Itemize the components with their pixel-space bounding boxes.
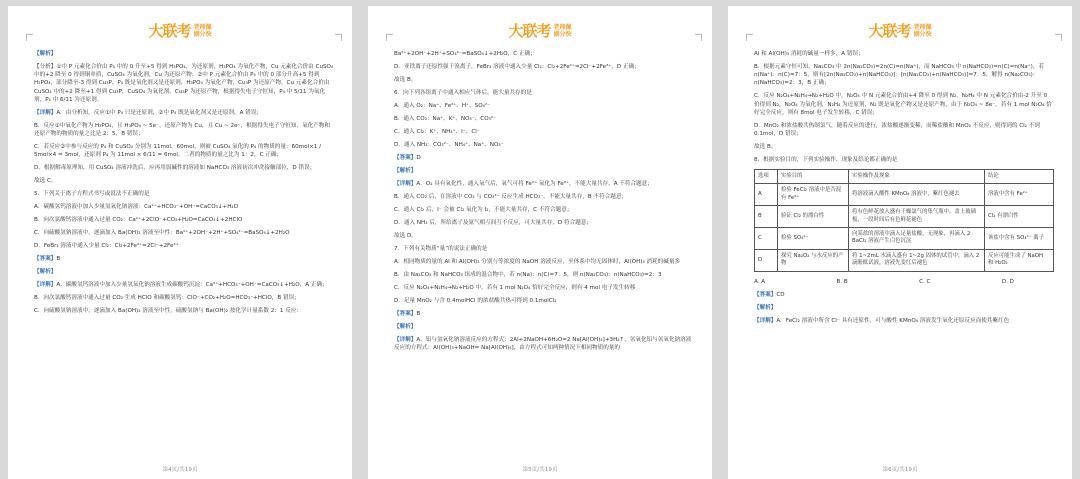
paragraph-text: A．铝与氢氧化钠溶液反应的方程式：2Al+2NaOH+6H₂O=2 Na[Al(OH)₄]+3H₂↑，氢氧化铝与氢氧化钠溶液反应的方程式：Al(OH)₃+NaOH= Na[Al(OH)₄]，由方程式可知两种情况下相同物质的量的 [394,337,692,352]
paragraph-text: D．通入 NH₃：CO₃²⁻、NH₄⁺、Na⁺、NO₃⁻ [394,142,504,148]
paragraph-text: 5．下列关于离子方程式书写或说法不正确的是 [34,191,150,198]
page-footer: 第4页/共19页 [162,467,198,473]
document-page-2 [368,6,712,479]
paragraph [394,219,694,227]
paragraph [394,102,694,110]
choice-a: A. A [754,278,766,285]
paragraph-text: A．O₂ 具有氧化性，通入氧气后，氧气可将 Fe²⁺ 氧化为 Fe³⁺，不能大量共存，A 不符合题意； [416,181,653,187]
paragraph-text: D．通入 NH₃ 后，所给离子及氨气相互间互不反应，可大量共存，D 符合题意； [394,220,592,226]
table-row [755,184,1054,206]
paragraph [394,154,694,162]
table-cell: 验证 Cl₂ 的漂白性 [778,206,849,228]
paragraph-text: B．根据元素守恒可知，Na₂CO₃ 中 2n(Na₂CO₃)=2n(C)=n(Na⁺)，而 NaHCO₃ 中 n(NaHCO₃)=n(C)=n(Na⁺)，若 n(Na⁺)：n(C)=7：5，则有[2n(Na₂CO₃)+n(NaHCO₃)]：[n(Na₂CO₃)+n(NaHCO₃)]=7：5，解得 n(Na₂CO₃)：n(NaHCO₃)=2：3，B 正确； [754,64,1045,87]
paragraph-text: B [416,311,421,317]
logo [148,20,211,41]
paragraph [34,50,334,58]
paragraph-text: C．通入 Cl₂：K⁺、NH₄⁺、I⁻、Cl⁻ [394,129,480,135]
logo-small-line: 老师佩 [553,23,572,31]
paragraph [754,143,1054,151]
table-cell: Cl₂ 有漂白性 [985,206,1054,228]
page-content [394,50,694,459]
paragraph [754,291,1054,299]
section-tag: 【答案】 [754,291,777,298]
paragraph [394,50,694,58]
paragraph-text: B．反应①中氧化产物为 H₃PO₄，且 H₃PO₄ ~ 5e⁻，还原产物为 Cu，且 Cu ~ 2e⁻，根据得失电子守恒知，氧化产物和还原产物的物质的量之比是 2：5，B 错误； [34,122,330,138]
paragraph [754,63,1054,88]
section-tag: 【详解】 [394,181,417,187]
paragraph [754,304,1054,312]
choice-d: D. D [1001,278,1014,285]
table-header-cell: 结论 [985,170,1054,184]
section-tag: 【解析】 [394,324,417,330]
table-cell: C [755,228,778,250]
paragraph-text: D．MnO₂ 和浓盐酸共热制氯气，随着反应的进行，浓盐酸逐渐变稀，而稀盐酸和 MnO₂ 不反应，则得到的 Cl₂ 不到 0.1mol，D 错误； [754,122,1040,138]
logo-small-line: 湖分快 [913,30,932,38]
paragraph-text: B．通入 CO₂ 后，在溶液中 CO₂ 与 CO₃²⁻ 反应生成 HCO₃⁻，不能大量共存，B 不符合题意； [394,194,628,200]
corner-mark [695,34,702,41]
paragraph-text: D [416,155,421,161]
corner-mark [746,34,753,41]
paragraph-text: 8．根据实验目的，下列实验操作、现象及结论都正确的是 [754,157,898,164]
paragraph-text: B [56,256,61,263]
paragraph-text: C．向硫酸氢钠溶液中，逐滴加入 Ba(OH)₂ 溶液至中性：Ba²⁺+2OH⁻+2H⁺+SO₄²⁻=BaSO₄↓+2H₂O [34,230,290,237]
logo [508,20,571,41]
paragraph-text: C．若反应②中参与反应的 P₄ 和 CuSO₄ 分别为 11mol、60mol，则被 CuSO₄ 氧化的 P₄ 的物质的量：60mol×1 / 5mol×4 = 3mol，还原剂 P₄ 为 11mol × 6/11 = 6mol，二者的物质的量之比为 1：2，C 正确； [34,144,322,159]
paragraph [34,143,334,159]
paragraph-text: A．碳酸氢钙溶液中加入少量氢氧化钠溶液生成碳酸钙沉淀：Ca²⁺+HCO₃⁻+OH⁻=CaCO₃↓+H₂O，A 正确； [56,282,328,289]
logo-small-line: 湖分快 [193,30,212,38]
paragraph [394,232,694,240]
table-row [755,228,1054,250]
page-footer: 第5页/共19页 [522,467,558,473]
logo-small-line: 湖分快 [553,30,572,38]
paragraph-text: Al 和 Al(OH)₃ 消耗的碱量一样多，A 错误； [754,51,864,57]
paragraph [394,167,694,175]
section-tag: 【答案】 [394,155,417,161]
paragraph-text: B．向次氯酸钙溶液中通入过量 CO₂：Ca²⁺+2ClO⁻+CO₂+H₂O=CaCO₃↓+2HClO [34,217,243,224]
paragraph [394,141,694,149]
table-cell: D [755,249,778,271]
paragraph [394,180,694,188]
table-cell: 将有色鲜花放入盛有干燥氯气的集气瓶中，盖上玻璃板，一段时间后有色鲜花褪色 [849,206,985,228]
document-page-1 [8,6,352,479]
corner-mark [386,34,393,41]
paragraph [394,323,694,331]
section-tag: 【详解】 [34,109,57,116]
paragraph [34,203,334,211]
paragraph [34,63,334,104]
table-header-cell: 实验操作及现象 [849,170,985,184]
paragraph [34,109,334,117]
paragraph-text: C．通入 Cl₂ 后，I⁻ 会被 Cl₂ 氧化为 I₂，不能大量共存，C 不符合题意； [394,207,573,213]
paragraph [394,206,694,214]
paragraph-text: D．FeBr₂ 溶液中通入少量 Cl₂：Cl₂+2Fe²⁺=2Cl⁻+2Fe³⁺ [34,243,179,250]
paragraph [394,271,694,279]
table-cell: 向某盐的溶液中滴入足量盐酸，无现象，再滴入 2 BaCl₂ 溶液产生白色沉淀 [849,228,985,250]
table-cell: 将溶液滴入酸性 KMnO₄ 溶液中，紫红色褪去 [849,184,985,206]
paragraph-text: Ba²⁺+2OH⁻+2H⁺+SO₄²⁻=BaSO₄↓+2H₂O，C 正确； [394,51,536,57]
section-tag: 【解析】 [34,269,57,276]
paragraph [34,281,334,289]
section-tag: 【解析】 [394,168,417,174]
paragraph [34,307,334,315]
paragraph [394,297,694,305]
logo-small-line: 老师佩 [913,23,932,31]
table-cell: 检验 FeCl₂ 溶液中是否混有 Fe²⁺ [778,184,849,206]
logo [868,20,931,41]
paragraph [34,190,334,198]
paragraph [34,122,334,138]
paragraph-text: B．向次氯酸钙溶液中通入过量 CO₂ 生成 HClO 和碳酸氢钙：ClO⁻+CO₂+H₂O=HCO₃⁻+HClO，B 错误； [34,295,300,302]
logo-big-text: 大联考 [148,22,191,40]
paragraph-text: B．由 Na₂CO₃ 和 NaHCO₃ 组成的混合物中，若 n(Na)：n(C)=7：5，则 n(Na₂CO₃)：n(NaHCO₃)=2：3 [394,272,662,278]
paragraph [394,310,694,318]
table-header-cell: 选项 [755,170,778,184]
paragraph-text: A．相同物质的量的 Al 和 Al(OH)₃ 分别与等浓度的 NaOH 溶液反应，至体系中均无固体时，Al(OH)₃ 消耗的碱量多 [394,259,681,265]
logo-big-text: 大联考 [508,22,551,40]
paragraph [34,255,334,263]
paragraph-text: 7．下列有关物质“量”的说法正确的是 [394,246,488,252]
table-cell: 检验 SO₄²⁻ [778,228,849,250]
paragraph-text: 故选 C。 [34,178,57,185]
paragraph [754,50,1054,58]
paragraph-text: 【分析】①中 P 元素化合价由 P₄ 中的 0 升至+5 得到 H₃PO₄，为还原剂，H₃PO₄ 为氧化产物，Cu 元素化合价由 CuSO₄ 中的+2 降至 0 得到铜单质，CuSO₄ 为氧化剂，Cu 为还原产物；②中 P 元素化合价由 P₄ 中的 0 部分升高+5 得到 H₃PO₄，部分降至-3 得到 Cu₃P，P₄ 既是氧化剂又是还原剂，H₃PO₄ 为氧化产物，Cu₃P 为还原产物，Cu 元素化合价由 CuSO₄ 中的+2 降至+1 得到 Cu₃P，CuSO₄ 为氧化剂，Cu₃P 为还原产物，根据得失电子守恒知，P₄ 中 5/11 为氧化剂，P₄ 中 6/11 为还原剂。 [34,64,334,103]
paragraph-text: A．碳酸氢钙溶液中加入少量氢氧化钠溶液：Ca²⁺+HCO₃⁻+OH⁻=CaCO₃↓+H₂O [34,204,239,211]
paragraph-text: D．足量 MnO₂ 与含 0.4molHCl 的浓盐酸共热可得到 0.1molCl₂ [394,298,557,304]
table-cell: 将 1~2mL 水滴入盛有 1~2g 固体的试管中，滴入 2 滴酚酞试液，溶液先变红后褪色 [849,249,985,271]
paragraph-text: C．向硫酸氢钠溶液中，逐滴加入 Ba(OH)₂ 溶液至中性，硫酸氢钠与 Ba(OH)₂ 按化学计量系数 2：1 反应： [34,308,303,315]
paragraph-text: C．反应 N₂O₄+N₂H₄→N₂+H₂O 中，若有 1 mol N₂O₄ 恰好完全反应，则有 4 mol 电子发生转移 [394,285,636,291]
paragraph [754,317,1054,325]
paragraph [34,229,334,237]
table-cell: 探究 Na₂O₂ 与水反应的产物 [778,249,849,271]
corner-mark [335,34,342,41]
paragraph [394,89,694,97]
paragraph-text: CD [776,291,785,298]
page-content [34,50,334,459]
answer-choices [754,278,1054,286]
paragraph-text: D．亚铁离子还原性强于溴离子，FeBr₂ 溶液中通入少量 Cl₂：Cl₂+2Fe²⁺=2Cl⁻+2Fe³⁺，D 正确； [394,64,640,70]
paragraph [754,92,1054,117]
section-tag: 【解析】 [34,51,57,57]
page-footer: 第6页/共19页 [882,467,918,473]
page-content [754,50,1054,459]
paragraph [394,63,694,71]
corner-mark [26,34,33,41]
paragraph [394,245,694,253]
paragraph [394,128,694,136]
section-tag: 【详解】 [394,337,417,343]
table-cell: 反应可能生成了 NaOH 和 H₂O₂ [985,249,1054,271]
choice-b: B. B [836,278,848,285]
section-tag: 【详解】 [754,317,777,324]
logo-small-line: 老师佩 [193,23,212,31]
table-row [755,249,1054,271]
paragraph-text: A．通入 O₂：Na⁺、Fe²⁺、H⁺、SO₄²⁻ [394,103,491,109]
paragraph-text: 6．向下列各组离子中通入相应气体后，能大量共存的是 [394,90,532,96]
paragraph [394,336,694,352]
table-cell: 溶液中含有 Fe²⁺ [985,184,1054,206]
paragraph [754,156,1054,164]
table-row [755,206,1054,228]
paragraph [394,115,694,123]
paragraph-text: 故选 B。 [394,77,417,83]
section-tag: 【答案】 [34,256,57,263]
paragraph [34,242,334,250]
section-tag: 【答案】 [394,311,417,317]
section-tag: 【解析】 [754,304,777,311]
paragraph [754,122,1054,138]
paragraph-text: A．由分析知，反应①中 P₄ 只是还原剂，②中 P₄ 既是氧化剂又是还原剂，A 错误； [56,109,263,116]
paragraph [394,284,694,292]
paragraph [34,268,334,276]
paragraph-text: C．反应 N₂O₄+N₂H₄→N₂+H₂O 中，N₂O₄ 中 N 元素化合价由+4 降至 0 得到 N₂，N₂H₄ 中 N 元素化合价由-2 升至 0 价得到 N₂，N₂O₄ 为氧化剂，N₂H₄ 为还原剂，N₂ 既是氧化产物又是还原产物，由于 N₂O₄ ~ 8e⁻，若有 1 mol N₂O₄ 恰好完全反应，则有 8mol 电子发生转移，C 错误； [754,93,1052,116]
paragraph [394,193,694,201]
table-cell: B [755,206,778,228]
paragraph [34,177,334,185]
table-cell: A [755,184,778,206]
paragraph-text: 故选 B。 [754,144,777,151]
corner-mark [1055,34,1062,41]
paragraph [34,164,334,172]
table-cell: 该盐中含有 SO₄²⁻ 离子 [985,228,1054,250]
choice-c: C. C [919,278,931,285]
paragraph [34,294,334,302]
section-tag: 【详解】 [34,282,57,289]
paragraph [394,76,694,84]
experiment-table [754,169,1054,272]
logo-big-text: 大联考 [868,22,911,40]
paragraph [34,216,334,224]
table-header-row [755,170,1054,184]
paragraph [394,258,694,266]
document-page-3 [728,6,1072,479]
paragraph-text: A．FeCl₂ 溶液中所含 Cl⁻ 具有还原性，可与酸性 KMnO₄ 溶液发生氧化还原反应而使其紫红色 [776,317,1010,324]
table-header-cell: 实验目的 [778,170,849,184]
paragraph-text: B．通入 CO₂：Na⁺、K⁺、NO₃⁻、CO₃²⁻ [394,116,497,122]
paragraph-text: 故选 D。 [394,233,417,239]
paragraph-text: D．根据解毒原理知，用 CuSO₄ 溶液冲洗后，应再用弱碱性的溶液如 NaHCO₃ 溶液初次冲洗接触部位，D 错误； [34,165,316,172]
